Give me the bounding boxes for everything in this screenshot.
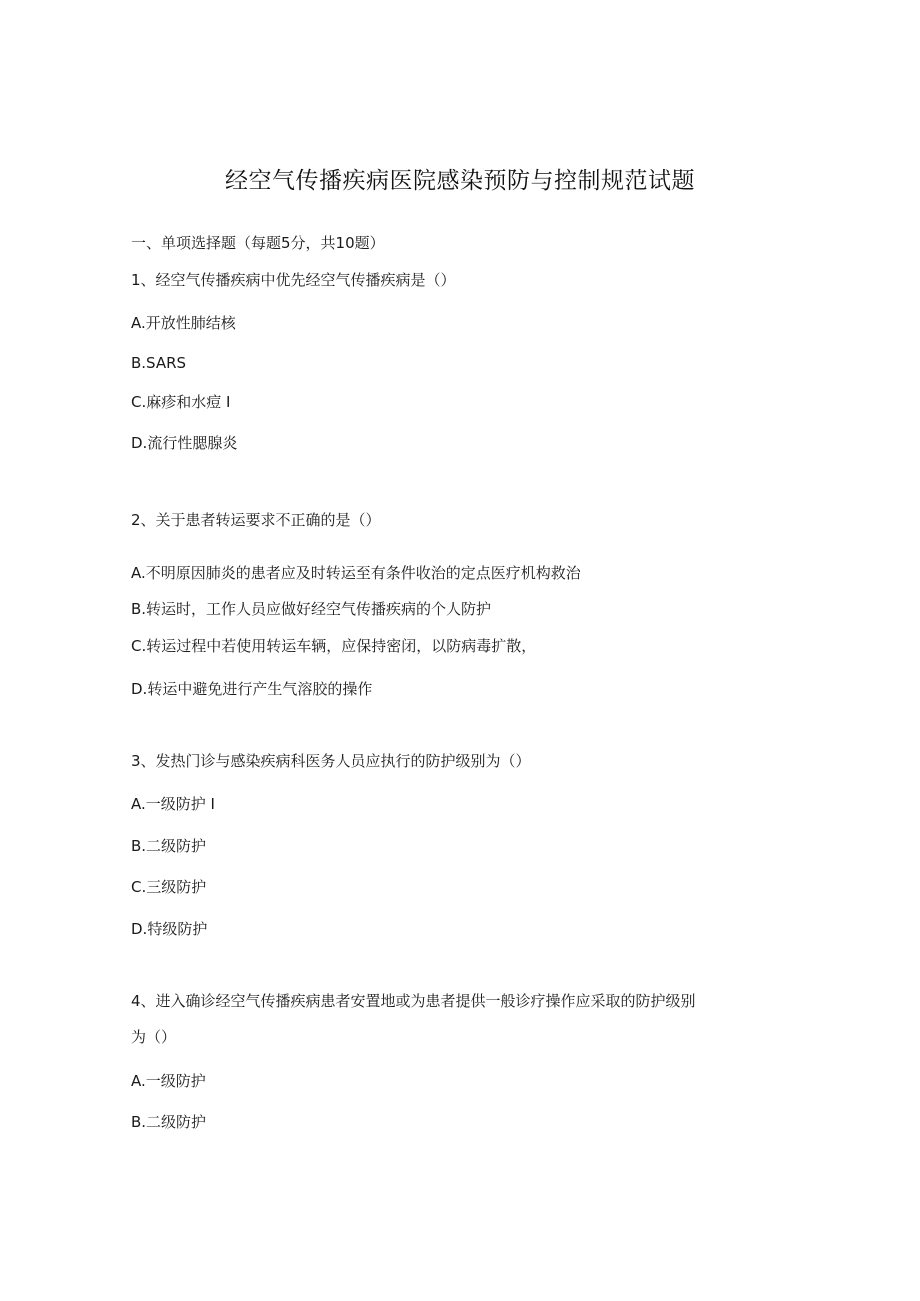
- question-1-option-a: A.开放性肺结核: [131, 314, 236, 332]
- question-3-option-a: A.一级防护 I: [131, 795, 215, 813]
- question-4-option-b: B.二级防护: [131, 1113, 207, 1131]
- question-3-stem: 3、发热门诊与感染疾病科医务人员应执行的防护级别为（）: [131, 752, 531, 770]
- question-3-option-b: B.二级防护: [131, 837, 207, 855]
- question-2-option-d: D.转运中避免进行产生气溶胶的操作: [131, 680, 373, 698]
- question-4-stem-line-2: 为（）: [131, 1028, 177, 1046]
- question-4-option-a: A.一级防护: [131, 1072, 206, 1090]
- question-3-option-d: D.特级防护: [131, 920, 208, 938]
- question-1-option-c: C.麻疹和水痘 I: [131, 393, 231, 411]
- question-2-option-c: C.转运过程中若使用转运车辆，应保持密闭，以防病毒扩散，: [131, 637, 537, 655]
- question-2-stem: 2、关于患者转运要求不正确的是（）: [131, 511, 381, 529]
- question-1-stem: 1、经空气传播疾病中优先经空气传播疾病是（）: [131, 271, 456, 289]
- question-3-option-c: C.三级防护: [131, 878, 207, 896]
- question-2-option-a: A.不明原因肺炎的患者应及时转运至有条件收治的定点医疗机构救治: [131, 564, 581, 582]
- section-heading: 一、单项选择题（每题5分，共10题）: [131, 234, 385, 252]
- question-2-option-b: B.转运时，工作人员应做好经空气传播疾病的个人防护: [131, 600, 492, 618]
- question-1-option-d: D.流行性腮腺炎: [131, 434, 238, 452]
- question-4-stem-line-1: 4、进入确诊经空气传播疾病患者安置地或为患者提供一般诊疗操作应采取的防护级别: [131, 992, 696, 1010]
- page-title: 经空气传播疾病医院感染预防与控制规范试题: [225, 168, 695, 194]
- question-1-option-b: B.SARS: [131, 354, 187, 372]
